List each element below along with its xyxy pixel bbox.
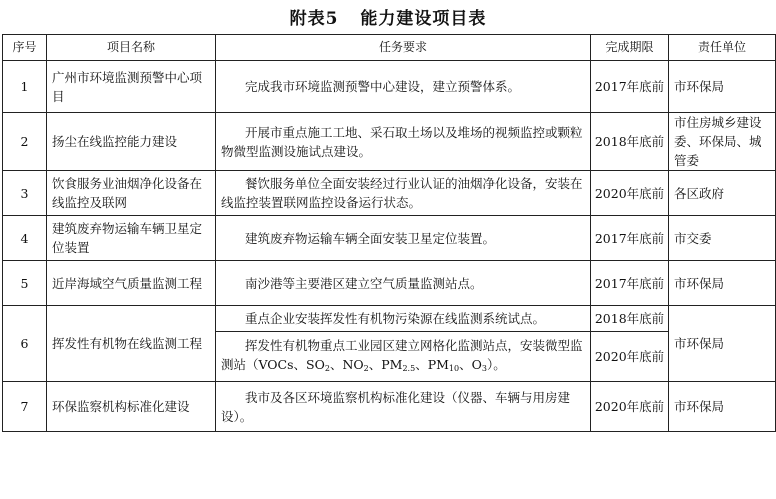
appendix-label: 附表5 [289,9,339,29]
row-unit: 市环保局 [669,61,776,113]
table-title [0,4,776,29]
row-seq: 4 [3,216,47,261]
row-seq: 2 [3,113,47,171]
row-due: 2018年底前 [591,306,669,332]
row-task [216,61,591,113]
row-unit: 市环保局 [669,306,776,382]
row-task-text: 、PM [415,356,449,372]
row-due: 2020年底前 [591,332,669,382]
row-task [216,113,591,171]
row-task [216,261,591,306]
row-project-name: 建筑废弃物运输车辆卫星定位装置 [47,216,216,261]
row-unit: 各区政府 [669,171,776,216]
row-due: 2017年底前 [591,61,669,113]
row-project-name: 挥发性有机物在线监测工程 [47,306,216,382]
row-seq: 6 [3,306,47,382]
row-seq: 3 [3,171,47,216]
row-project-name: 环保监察机构标准化建设 [47,382,216,432]
table-row [3,113,776,171]
row-task-text: 挥发性有机物重点工业园区建立网格化监测站点，安装微型监测站（VOCs、SO [221,337,583,372]
subscript: 2.5 [402,363,416,373]
table-row [3,306,776,332]
row-due: 2020年底前 [591,171,669,216]
row-due: 2020年底前 [591,382,669,432]
header-name: 项目名称 [47,35,216,61]
row-task-text: 建筑废弃物运输车辆全面安装卫星定位装置。 [245,230,496,246]
subscript: 3 [481,363,487,373]
subscript: 10 [448,363,460,373]
row-seq: 7 [3,382,47,432]
row-task-text: 、PM [368,356,403,372]
header-seq: 序号 [3,35,47,61]
subscript: 2 [324,363,330,373]
table-row [3,216,776,261]
row-unit: 市住房城乡建设委、环保局、城管委 [669,113,776,171]
row-due: 2017年底前 [591,216,669,261]
table-name: 能力建设项目表 [360,9,487,29]
row-task-text: 完成我市环境监测预警中心建设，建立预警体系。 [245,79,521,94]
row-seq: 5 [3,261,47,306]
row-project-name: 广州市环境监测预警中心项目 [47,61,216,113]
row-project-name: 扬尘在线监控能力建设 [47,113,216,171]
row-due: 2017年底前 [591,261,669,306]
row-task [216,332,591,382]
row-task-text: ）。 [486,356,506,372]
row-project-name: 饮食服务业油烟净化设备在线监控及联网 [47,171,216,216]
table-header-row [3,35,776,61]
row-task-text: 开展市重点施工工地、采石取土场以及堆场的视频监控或颗粒物微型监测设施试点建设。 [221,124,583,159]
row-due: 2018年底前 [591,113,669,171]
row-task-text: 餐饮服务单位全面安装经过行业认证的油烟净化设备，安装在线监控装置联网监控设备运行状态。 [221,176,583,210]
table-row [3,261,776,306]
row-task-text: 、NO [329,356,364,372]
row-task [216,171,591,216]
header-due: 完成期限 [591,35,669,61]
header-unit: 责任单位 [669,35,776,61]
table-row [3,61,776,113]
row-task-text: 重点企业安装挥发性有机物污染源在线监测系统试点。 [245,311,546,326]
table-row [3,171,776,216]
row-task-text: 南沙港等主要港区建立空气质量监测站点。 [245,275,483,291]
row-unit: 市交委 [669,216,776,261]
table-row [3,382,776,432]
row-project-name: 近岸海域空气质量监测工程 [47,261,216,306]
row-task-text: 我市及各区环境监察机构标准化建设（仪器、车辆与用房建设）。 [221,389,571,424]
capacity-project-table [2,34,776,432]
row-task [216,216,591,261]
header-task: 任务要求 [216,35,591,61]
row-unit: 市环保局 [669,382,776,432]
row-unit: 市环保局 [669,261,776,306]
subscript: 2 [363,363,369,373]
row-task-text: 、O [459,356,482,372]
row-task [216,306,591,332]
row-seq: 1 [3,61,47,113]
row-task [216,382,591,432]
